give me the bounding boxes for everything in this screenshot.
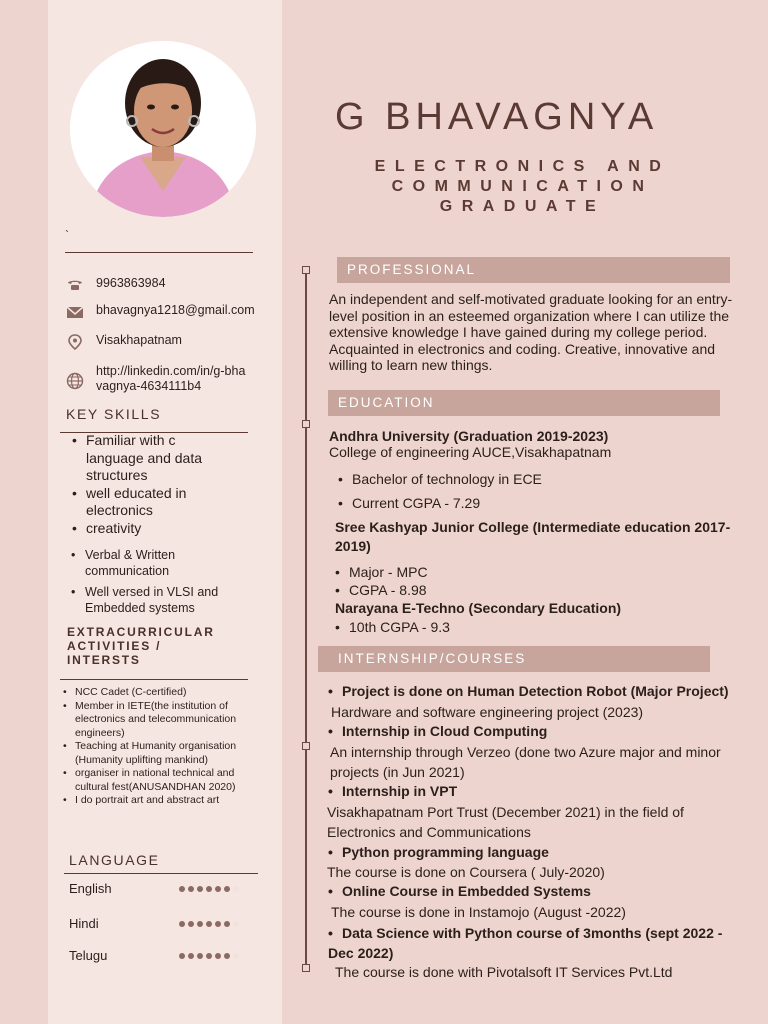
language-heading: LANGUAGE [69,852,160,868]
school-title: Narayana E-Techno (Secondary Education) [335,600,622,616]
key-skills-heading: KEY SKILLS [66,406,162,422]
language-name: Telugu [69,948,108,963]
linkedin-link[interactable]: http://linkedin.com/in/g-bhavagnya-4634111b4 [96,364,246,393]
university-point: • Bachelor of technology in ECE [338,471,542,487]
extracurricular-heading: EXTRACURRICULAR ACTIVITIES / INTERSTS [67,625,215,667]
location-text: Visakhapatnam [96,333,182,347]
internship-heading: INTERNSHIP/COURSES [318,646,710,672]
university-subtitle: College of engineering AUCE,Visakhapatnam [329,444,612,460]
language-divider [64,873,258,874]
globe-icon [66,372,84,390]
title-line: COMMUNICATION [391,178,654,195]
language-name: English [69,881,112,896]
extracurricular-list [59,686,259,808]
email-address: bhavagnya1218@gmail.com [96,303,255,317]
skill-item: • well educated in electronics [70,485,220,520]
internship-desc: Hardware and software engineering project (2023) [331,704,644,720]
language-level-dots [179,881,239,896]
timeline-node [302,964,310,972]
college-point: • Major - MPC [335,564,428,580]
contact-phone[interactable] [66,276,166,294]
location-icon [66,333,84,351]
college-title: Sree Kashyap Junior College (Intermediate education 2017-2019) [335,519,731,554]
sidebar-divider [65,252,253,253]
internship-title: • Internship in Cloud Computing [328,723,548,739]
internship-title: • Project is done on Human Detection Robot (Major Project) [328,683,729,699]
education-heading: EDUCATION [328,390,720,416]
candidate-name: G BHAVAGNYA [335,96,659,138]
title-line: ELECTRONICS AND [374,158,671,175]
language-level-dots [179,948,239,963]
skill-item: • Familiar with c language and data structures [70,432,220,485]
activity-item: • I do portrait art and abstract art [59,794,259,808]
internship-desc: Visakhapatnam Port Trust (December 2021) in the field of Electronics and Communications [327,804,684,840]
language-row-telugu [69,948,239,963]
internship-title: • Python programming language [328,844,549,860]
activity-item: • Teaching at Humanity organisation (Humanity uplifting mankind) [59,740,259,767]
internship-title: • Internship in VPT [328,783,458,799]
skill-item: • creativity [70,520,220,538]
contact-email[interactable] [66,303,255,321]
college-point: • CGPA - 8.98 [335,582,427,598]
activity-item: • organiser in national technical and cultural fest(ANUSANDHAN 2020) [59,767,259,794]
internship-title: • Online Course in Embedded Systems [328,883,591,899]
professional-heading: PROFESSIONAL [337,257,730,283]
language-name: Hindi [69,916,99,931]
university-point: • Current CGPA - 7.29 [338,495,481,511]
language-row-english [69,881,239,896]
skill-item: • Verbal & Written communication [69,547,229,579]
key-skills-list-2 [69,547,229,616]
contact-location [66,333,182,351]
university-title: Andhra University (Graduation 2019-2023) [329,428,609,444]
timeline-node [302,266,310,274]
internship-desc: The course is done in Instamojo (August -2022) [331,904,626,920]
activity-item: • NCC Cadet (C-certified) [59,686,259,700]
stray-mark: ` [65,228,69,242]
internship-desc: An internship through Verzeo (done two Azure major and minor projects (in Jun 2021) [330,744,721,780]
title-line: GRADUATE [439,198,606,215]
phone-number: 9963863984 [96,276,166,290]
internship-title: • Data Science with Python course of 3months (sept 2022 - Dec 2022) [328,925,723,961]
language-level-dots [179,916,239,931]
internship-desc: The course is done with Pivotalsoft IT Services Pvt.Ltd [335,964,673,980]
profile-photo [70,41,256,217]
internship-desc: The course is done on Coursera ( July-2020) [327,864,605,880]
timeline-node [302,420,310,428]
activity-item: • Member in IETE(the institution of electronics and telecommunication engineers) [59,700,259,741]
candidate-title [330,157,715,217]
language-row-hindi [69,916,239,931]
timeline-node [302,742,310,750]
skill-item: • Well versed in VLSI and Embedded systems [69,584,229,616]
email-icon [66,303,84,321]
school-point: • 10th CGPA - 9.3 [335,619,450,635]
contact-linkedin[interactable] [66,364,246,394]
extracurricular-divider [60,679,248,680]
timeline-line [305,268,307,968]
professional-summary: An independent and self-motivated graduate looking for an entry-level position in an esteemed organization where I can utilize the extensive knowledge I have gained during my college period. Acquainted in electronics and coding. Creative, innovative and willing to learn new things. [329,291,733,373]
key-skills-list [70,432,220,537]
phone-icon [66,276,84,294]
